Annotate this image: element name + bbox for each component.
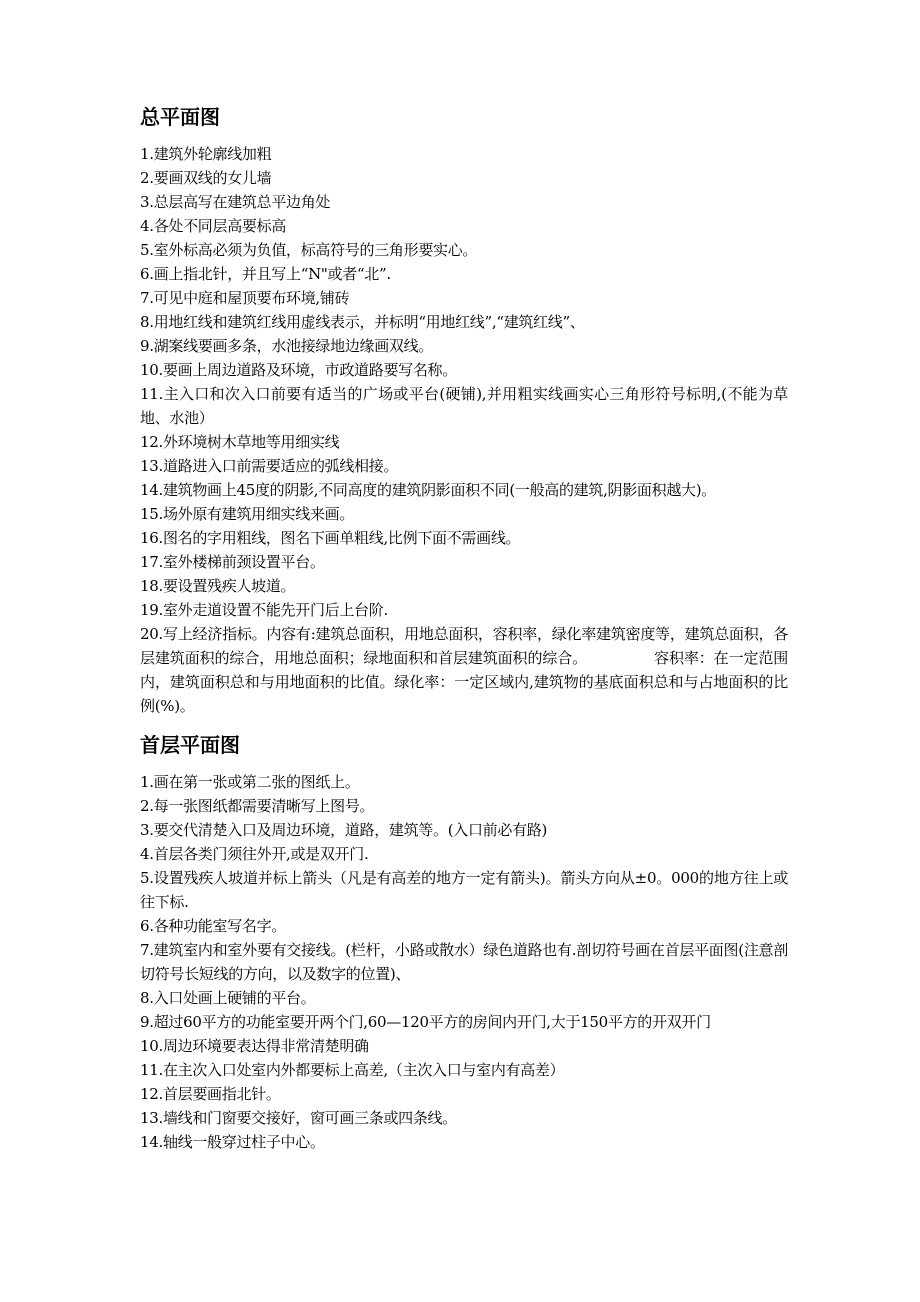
- list-item: 7.可见中庭和屋顶要布环境,铺砖: [140, 289, 350, 307]
- list-item: 1.画在第一张或第二张的图纸上。: [140, 773, 360, 791]
- list-item: 1.建筑外轮廓线加粗: [140, 145, 272, 163]
- list-item: 4.首层各类门须往外开,或是双开门.: [140, 845, 369, 863]
- list-item: 2.要画双线的女儿墙: [140, 169, 272, 187]
- list-item: 20.写上经济指标。内容有:建筑总面积，用地总面积，容积率，绿化率建筑密度等，建筑总面积，各层建筑面积的综合，用地总面积；绿地面积和首层建筑面积的综合。 容积率：在一定范围内，建筑面积总和与用地面积的比值。绿化率：一定区域内,建筑物的基底面积总和与占地面积的比例(%)。: [140, 625, 788, 715]
- list-item: 3.总层高写在建筑总平边角处: [140, 193, 331, 211]
- list-item: 3.要交代清楚入口及周边环境，道路，建筑等。(入口前必有路): [140, 821, 548, 839]
- list-item: 14.建筑物画上45度的阴影,不同高度的建筑阴影面积不同(一般高的建筑,阴影面积越大)。: [140, 481, 716, 499]
- list-item: 15.场外原有建筑用细实线来画。: [140, 505, 355, 523]
- list-item: 14.轴线一般穿过柱子中心。: [140, 1133, 325, 1151]
- document-page: [140, 100, 788, 1154]
- list-item: 18.要设置残疾人坡道。: [140, 577, 296, 595]
- list-item: 11.主入口和次入口前要有适当的广场或平台(硬铺),并用粗实线画实心三角形符号标明,(不能为草地、水池）: [140, 385, 788, 427]
- list-item: 9.湖案线要画多条，水池接绿地边缘画双线。: [140, 337, 434, 355]
- list-item: 10.周边环境要表达得非常清楚明确: [140, 1037, 369, 1055]
- section-title-site-plan: 总平面图: [140, 105, 220, 129]
- ground-floor-plan-list: [140, 770, 788, 1154]
- list-item: 13.道路进入口前需要适应的弧线相接。: [140, 457, 399, 475]
- list-item: 8.用地红线和建筑红线用虚线表示，并标明“用地红线”,“建筑红线”、: [140, 313, 585, 331]
- list-item: 9.超过60平方的功能室要开两个门,60—120平方的房间内开门,大于150平方的开双开门: [140, 1013, 711, 1031]
- list-item: 4.各处不同层高要标高: [140, 217, 287, 235]
- list-item: 6.画上指北针，并且写上“N"或者“北”.: [140, 265, 391, 283]
- list-item: 17.室外楼梯前颈设置平台。: [140, 553, 325, 571]
- list-item: 19.室外走道设置不能先开门后上台阶.: [140, 601, 388, 619]
- list-item: 12.外环境树木草地等用细实线: [140, 433, 340, 451]
- list-item: 7.建筑室内和室外要有交接线。(栏杆，小路或散水）绿色道路也有.剖切符号画在首层平面图(注意剖切符号长短线的方向，以及数字的位置)、: [140, 941, 788, 983]
- section-title-ground-floor-plan: 首层平面图: [140, 733, 240, 757]
- list-item: 2.每一张图纸都需要清晰写上图号。: [140, 797, 375, 815]
- list-item: 8.入口处画上硬铺的平台。: [140, 989, 316, 1007]
- site-plan-list: [140, 142, 788, 718]
- list-item: 11.在主次入口处室内外都要标上高差,（主次入口与室内有高差）: [140, 1061, 565, 1079]
- list-item: 12.首层要画指北针。: [140, 1085, 281, 1103]
- list-item: 16.图名的字用粗线，图名下画单粗线,比例下面不需画线。: [140, 529, 521, 547]
- list-item: 5.设置残疾人坡道并标上箭头（凡是有高差的地方一定有箭头)。箭头方向从±0。000的地方往上或往下标.: [140, 869, 788, 911]
- list-item: 10.要画上周边道路及环境，市政道路要写名称。: [140, 361, 457, 379]
- list-item: 13.墙线和门窗要交接好，窗可画三条或四条线。: [140, 1109, 457, 1127]
- list-item: 6.各种功能室写名字。: [140, 917, 287, 935]
- list-item: 5.室外标高必须为负值，标高符号的三角形要实心。: [140, 241, 478, 259]
